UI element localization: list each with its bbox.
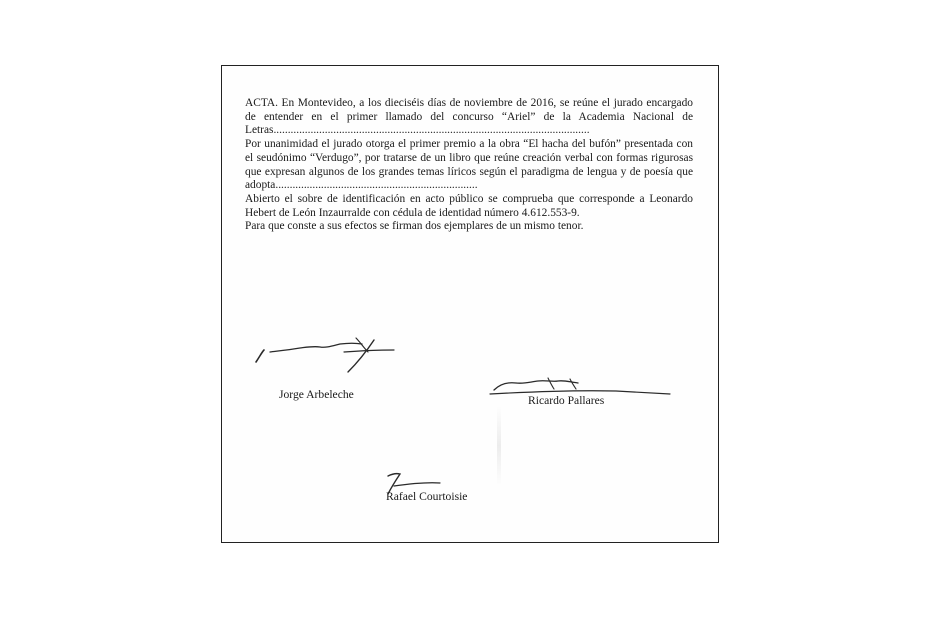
signatory-name-first: Jorge Arbeleche xyxy=(279,388,354,401)
signatory-name-third: Rafael Courtoisie xyxy=(386,490,468,503)
signatory-name-second: Ricardo Pallares xyxy=(528,394,605,407)
paragraph-sobre-identificacion: Abierto el sobre de identificación en acto público se comprueba que corresponde a Leonardo Hebert de León Inzaurralde con cédula de identidad número 4.612.553-9. xyxy=(245,192,693,219)
document-page xyxy=(221,65,719,543)
paragraph-acta-opening: ACTA. En Montevideo, a los dieciséis días de noviembre de 2016, se reúne el jurado encargado de entender en el primer llamado del concurso “Ariel” de la Academia Nacional de Letras............................................................................................................... xyxy=(245,97,693,137)
paper-fold-mark xyxy=(497,406,501,486)
signature-jorge-arbeleche xyxy=(248,330,398,380)
paragraph-premio: Por unanimidad el jurado otorga el primer premio a la obra “El hacha del bufón” presentada con el seudónimo “Verdugo”, por tratarse de un libro que reúne creación verbal con formas rigurosas que expresan algunos de los grandes temas líricos según el paradigma de lengua y de poesía que adopta....................................................................... xyxy=(245,138,693,192)
acta-text xyxy=(245,97,693,234)
paragraph-conste: Para que conste a sus efectos se firman dos ejemplares de un mismo tenor. xyxy=(245,220,584,233)
